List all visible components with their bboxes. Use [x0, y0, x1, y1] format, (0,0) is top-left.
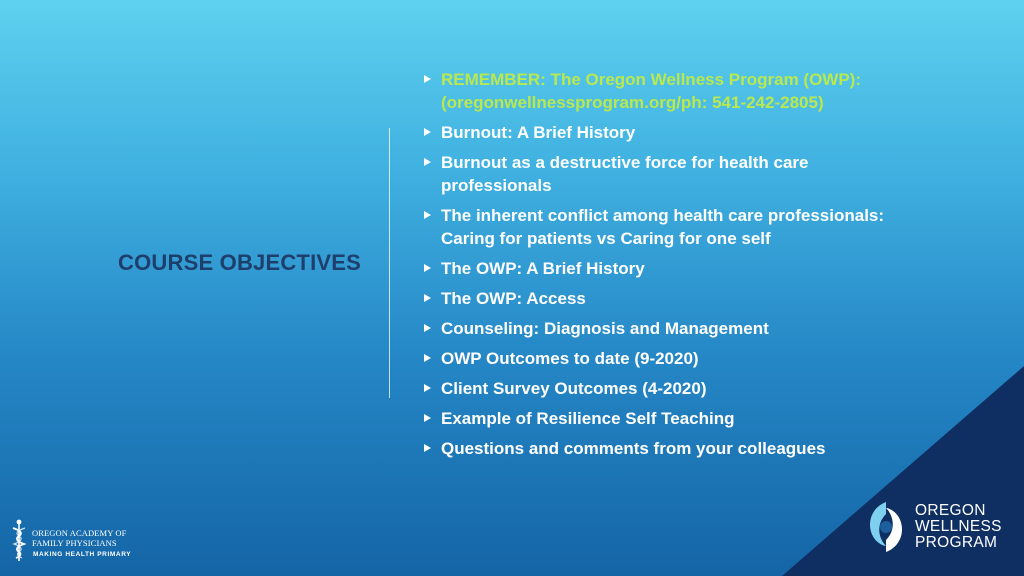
owp-logo: [864, 498, 1014, 558]
list-item: [424, 407, 954, 430]
slide-title: COURSE OBJECTIVES: [118, 250, 362, 275]
list-item: [424, 257, 954, 280]
bullet-arrow-icon: [424, 294, 431, 302]
list-item-text: Counseling: Diagnosis and Management: [441, 319, 769, 338]
list-item-text: OWP Outcomes to date (9-2020): [441, 349, 699, 368]
bullet-arrow-icon: [424, 128, 431, 136]
bullet-arrow-icon: [424, 75, 431, 83]
list-item: [424, 68, 954, 114]
bullet-arrow-icon: [424, 264, 431, 272]
list-item: [424, 437, 954, 460]
bullet-arrow-icon: [424, 324, 431, 332]
list-item-text: The OWP: Access: [441, 289, 586, 308]
list-item: [424, 317, 954, 340]
list-item-text: (oregonwellnessprogram.org/ph: 541-242-2805): [441, 93, 824, 112]
bullet-arrow-icon: [424, 211, 431, 219]
bullet-arrow-icon: [424, 354, 431, 362]
bullet-arrow-icon: [424, 444, 431, 452]
list-item-text: Client Survey Outcomes (4-2020): [441, 379, 707, 398]
owp-name: OREGON WELLNESS PROGRAM: [915, 502, 1002, 551]
objectives-list: [424, 68, 954, 467]
list-item-text: The inherent conflict among health care professionals:: [441, 206, 885, 225]
list-item-text: Caring for patients vs Caring for one self: [441, 229, 771, 248]
oafp-tagline: MAKING HEALTH PRIMARY: [33, 551, 132, 558]
list-item: [424, 347, 954, 370]
list-item-text: Questions and comments from your colleagues: [441, 439, 826, 458]
list-item-text: Example of Resilience Self Teaching: [441, 409, 735, 428]
list-item: [424, 377, 954, 400]
caduceus-icon: [10, 518, 28, 562]
bullet-arrow-icon: [424, 414, 431, 422]
divider-line: [389, 128, 390, 398]
list-item-text: Burnout as a destructive force for health care: [441, 153, 809, 172]
list-item-text: professionals: [441, 176, 552, 195]
oafp-logo: [10, 516, 140, 564]
list-item-text: REMEMBER: The Oregon Wellness Program (OWP):: [441, 70, 862, 89]
oafp-name: OREGON ACADEMY OF FAMILY PHYSICIANS: [32, 528, 127, 548]
list-item-text: The OWP: A Brief History: [441, 259, 645, 278]
list-item: [424, 204, 954, 250]
list-item-text: Burnout: A Brief History: [441, 123, 636, 142]
list-item: [424, 287, 954, 310]
list-item: [424, 151, 954, 197]
list-item: [424, 121, 954, 144]
owp-swirl-icon: [864, 500, 908, 554]
bullet-arrow-icon: [424, 158, 431, 166]
bullet-arrow-icon: [424, 384, 431, 392]
